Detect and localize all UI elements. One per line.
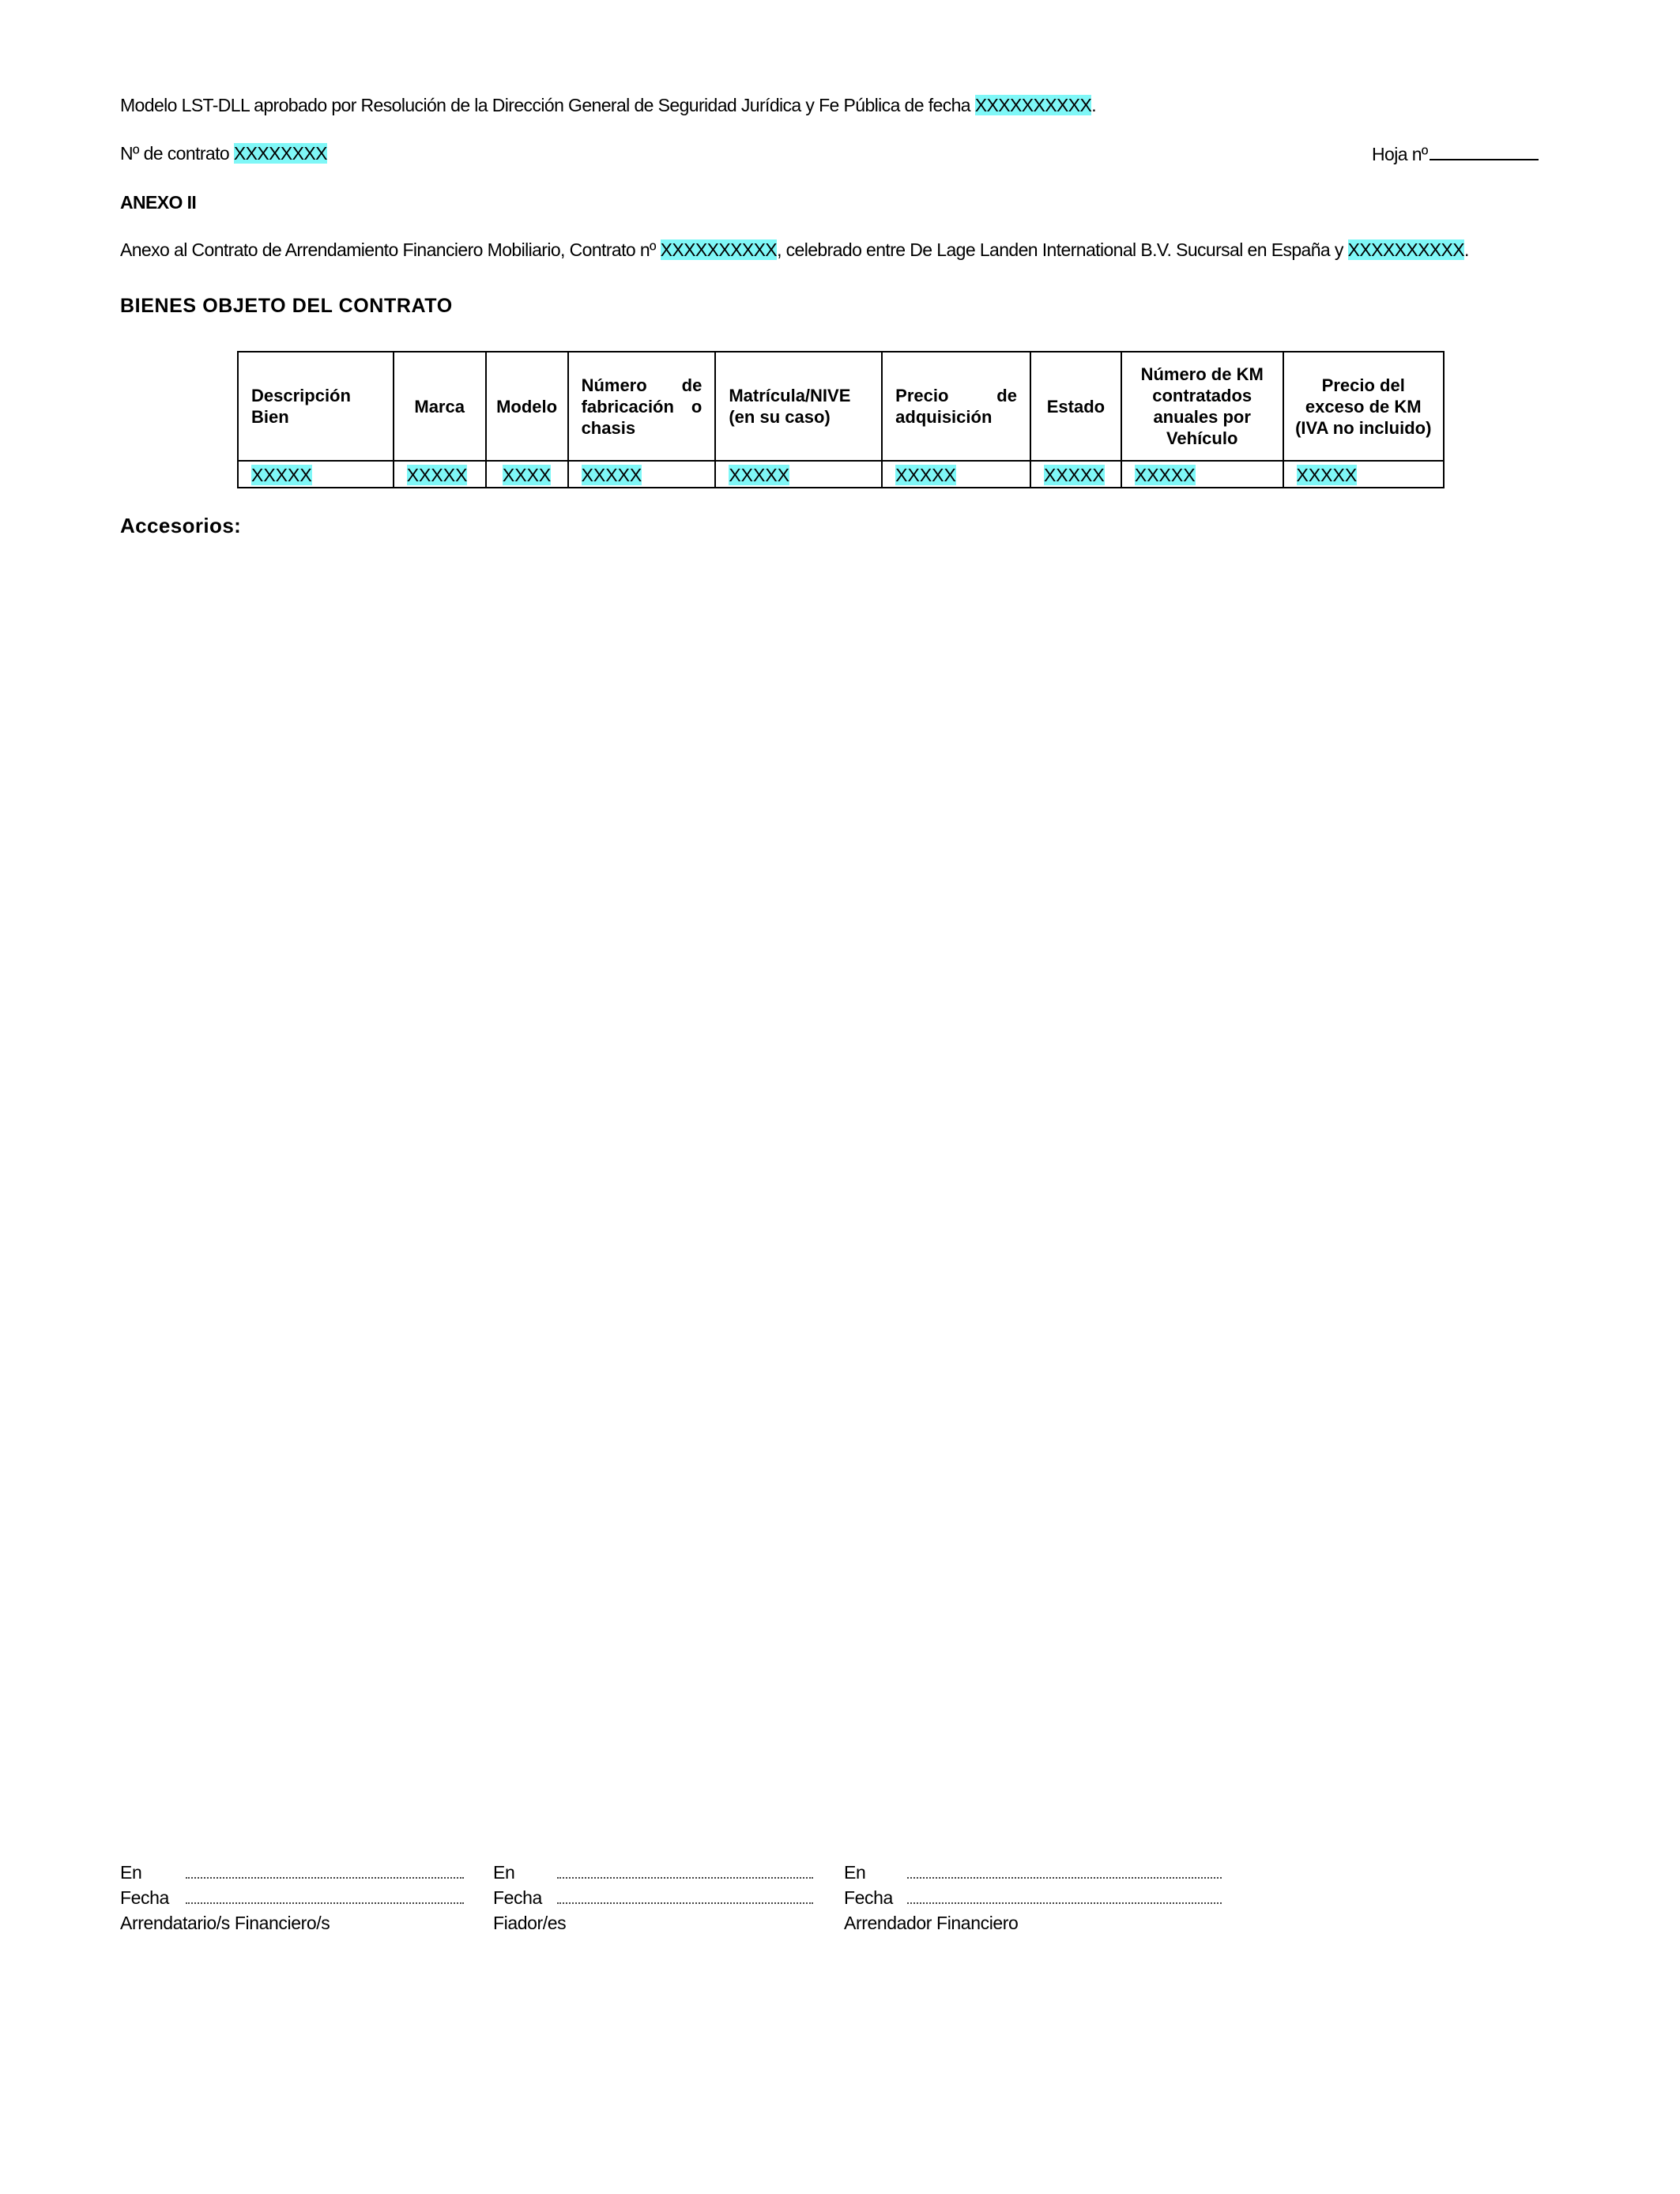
modelo-date-placeholder[interactable]: XXXXXXXXXX: [974, 95, 1092, 115]
cell-placeholder[interactable]: XXXX: [502, 465, 552, 485]
signature-en-row: [120, 1860, 468, 1885]
column-header-numero-fabricacion: Número de fabricación o chasis: [568, 352, 716, 461]
column-header-modelo: Modelo: [486, 352, 568, 461]
table-cell[interactable]: [394, 461, 486, 488]
contract-number-line: [120, 143, 327, 164]
signature-block-lessor: [844, 1860, 1223, 1936]
table-row: [238, 461, 1444, 488]
signature-party-row: [120, 1910, 468, 1936]
table-cell[interactable]: [568, 461, 716, 488]
modelo-approval-text: Modelo LST-DLL aprobado por Resolución de la Dirección General de Seguridad Jurídica y Fe Pública de fecha: [120, 95, 970, 115]
column-header-km-contratados: Número de KM contratados anuales por Vehículo: [1121, 352, 1283, 461]
party-label-lessee: Arrendatario/s Financiero/s: [120, 1913, 330, 1933]
annex-text-suffix: .: [1464, 239, 1469, 260]
fecha-field[interactable]: [557, 1902, 813, 1904]
en-field[interactable]: [557, 1877, 813, 1879]
cell-placeholder[interactable]: XXXXX: [581, 465, 642, 485]
annex-title: ANEXO II: [120, 192, 197, 213]
column-header-precio-adquisicion: Precio de adquisición: [882, 352, 1030, 461]
table-cell[interactable]: [1030, 461, 1121, 488]
fecha-label: Fecha: [493, 1887, 542, 1908]
column-header-marca: Marca: [394, 352, 486, 461]
column-header-estado: Estado: [1030, 352, 1121, 461]
cell-placeholder[interactable]: XXXXX: [1043, 465, 1105, 485]
annex-contract-placeholder[interactable]: XXXXXXXXXX: [660, 239, 778, 260]
signature-fecha-row: [493, 1885, 817, 1910]
cell-placeholder[interactable]: XXXXX: [1296, 465, 1358, 485]
fecha-field[interactable]: [907, 1902, 1222, 1904]
en-label: En: [493, 1862, 515, 1883]
column-header-precio-exceso-km: Precio del exceso de KM (IVA no incluido): [1283, 352, 1445, 461]
table-cell[interactable]: [1283, 461, 1445, 488]
signature-fecha-row: [120, 1885, 468, 1910]
en-label: En: [844, 1862, 866, 1883]
cell-placeholder[interactable]: XXXXX: [1134, 465, 1196, 485]
fecha-label: Fecha: [844, 1887, 893, 1908]
annex-party-placeholder[interactable]: XXXXXXXXXX: [1347, 239, 1465, 260]
cell-placeholder[interactable]: XXXXX: [406, 465, 468, 485]
sheet-number-line: [1372, 143, 1539, 165]
party-label-guarantor: Fiador/es: [493, 1913, 567, 1933]
table-cell[interactable]: [486, 461, 568, 488]
table-cell[interactable]: [715, 461, 882, 488]
signature-fecha-row: [844, 1885, 1223, 1910]
en-field[interactable]: [186, 1877, 464, 1879]
cell-placeholder[interactable]: XXXXX: [895, 465, 956, 485]
goods-table: [237, 351, 1445, 488]
table-cell[interactable]: [238, 461, 394, 488]
signature-block-lessee: [120, 1860, 468, 1936]
signature-block-guarantor: [493, 1860, 817, 1936]
sheet-number-field[interactable]: [1430, 143, 1539, 160]
cell-placeholder[interactable]: XXXXX: [729, 465, 790, 485]
contract-number-label: Nº de contrato: [120, 143, 230, 164]
party-label-lessor: Arrendador Financiero: [844, 1913, 1019, 1933]
annex-description: [120, 239, 1469, 261]
fecha-label: Fecha: [120, 1887, 169, 1908]
table-cell[interactable]: [1121, 461, 1283, 488]
column-header-matricula: Matrícula/NIVE (en su caso): [715, 352, 882, 461]
column-header-descripcion: Descripción Bien: [238, 352, 394, 461]
goods-table-header-row: [238, 352, 1444, 461]
table-cell[interactable]: [882, 461, 1030, 488]
sheet-number-label: Hoja nº: [1372, 144, 1428, 164]
contract-number-placeholder[interactable]: XXXXXXXX: [233, 143, 327, 164]
signature-en-row: [493, 1860, 817, 1885]
annex-text-prefix: Anexo al Contrato de Arrendamiento Financiero Mobiliario, Contrato nº: [120, 239, 656, 260]
signature-en-row: [844, 1860, 1223, 1885]
signature-party-row: [493, 1910, 817, 1936]
modelo-approval-line: [120, 95, 1096, 116]
signature-party-row: [844, 1910, 1223, 1936]
fecha-field[interactable]: [186, 1902, 464, 1904]
annex-text-middle: , celebrado entre De Lage Landen International B.V. Sucursal en España y: [777, 239, 1343, 260]
accessories-title: Accesorios:: [120, 514, 242, 537]
cell-placeholder[interactable]: XXXXX: [251, 465, 312, 485]
en-label: En: [120, 1862, 142, 1883]
modelo-suffix: .: [1091, 95, 1097, 115]
en-field[interactable]: [907, 1877, 1222, 1879]
goods-section-title: BIENES OBJETO DEL CONTRATO: [120, 295, 453, 317]
